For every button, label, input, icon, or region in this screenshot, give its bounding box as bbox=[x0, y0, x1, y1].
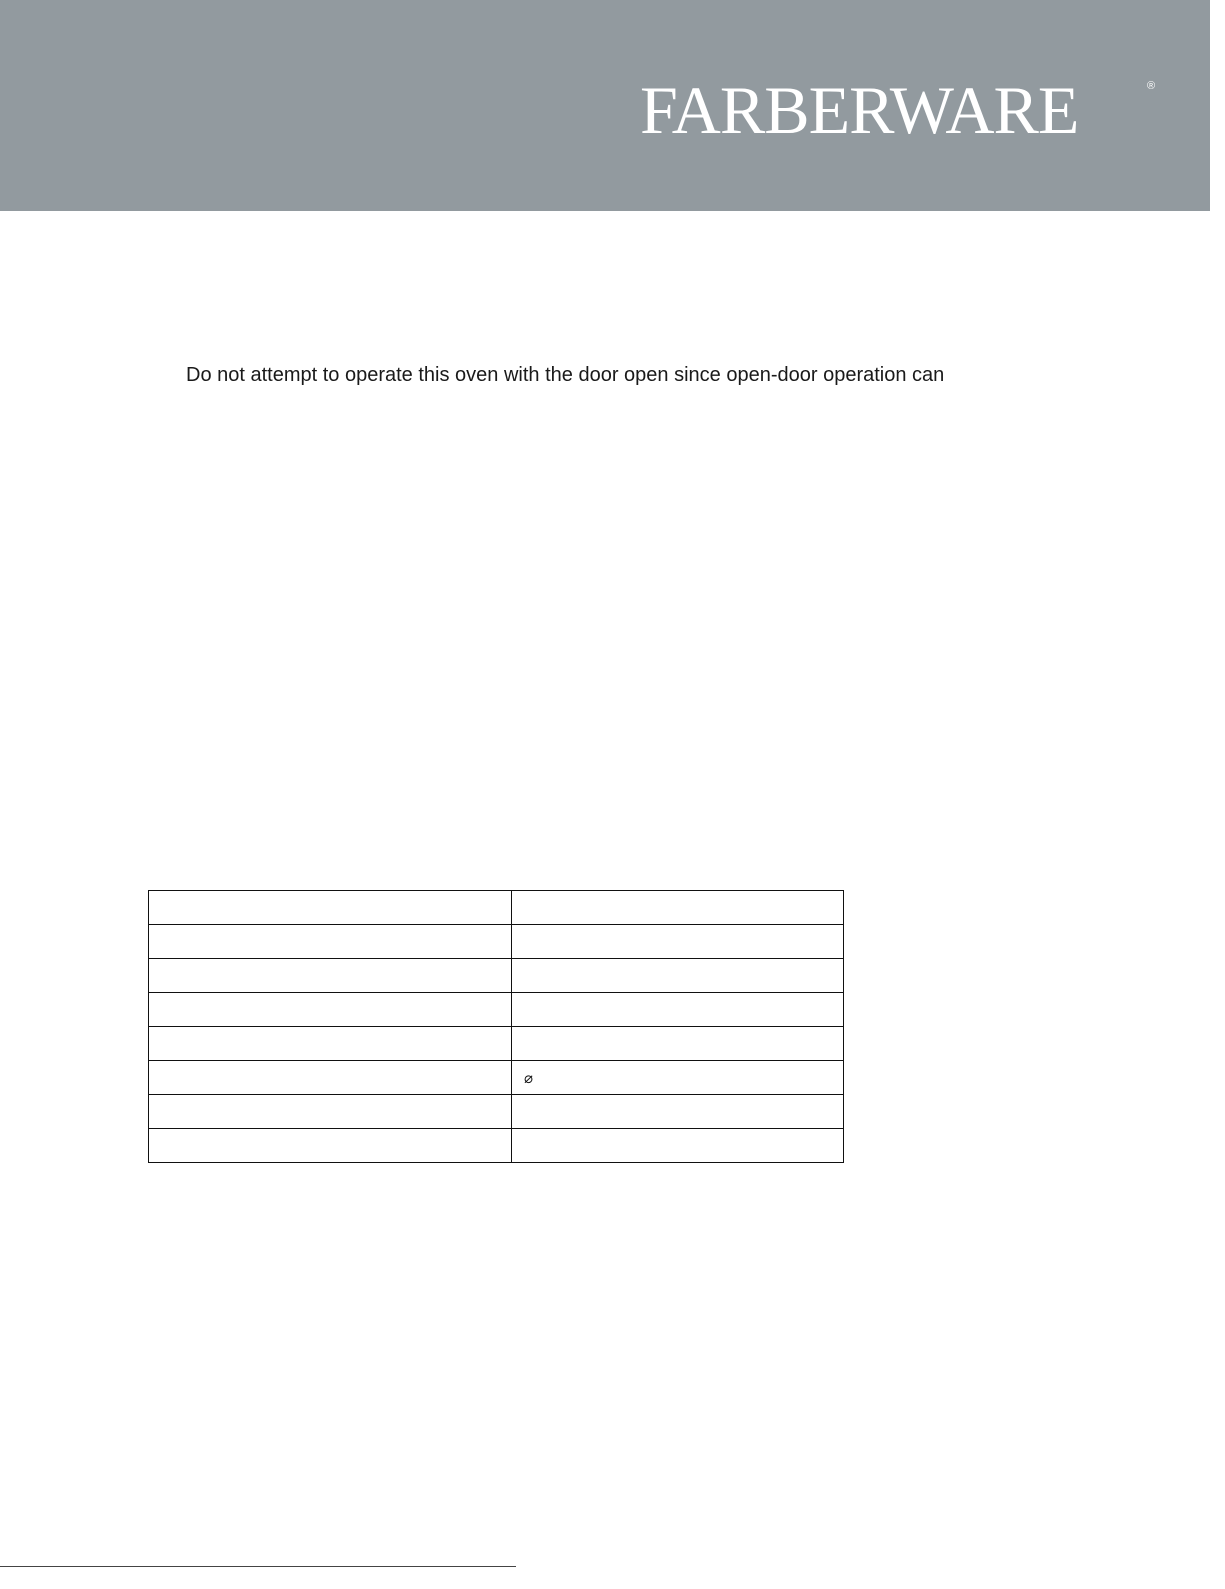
spec-value-cell bbox=[512, 959, 844, 993]
spec-value-cell bbox=[512, 1027, 844, 1061]
brand-logo: FARBERWARE bbox=[640, 72, 1079, 148]
table-row bbox=[149, 1061, 844, 1095]
spec-label-cell bbox=[149, 925, 512, 959]
spec-value-cell bbox=[512, 1129, 844, 1163]
registered-mark: ® bbox=[1147, 80, 1156, 92]
spec-value-cell bbox=[512, 1095, 844, 1129]
table-row bbox=[149, 1095, 844, 1129]
table-row bbox=[149, 1129, 844, 1163]
specifications-table bbox=[148, 890, 844, 1163]
spec-value-cell bbox=[512, 925, 844, 959]
spec-value-cell bbox=[512, 993, 844, 1027]
spec-label-cell bbox=[149, 1061, 512, 1095]
spec-label-cell bbox=[149, 993, 512, 1027]
spec-label-cell bbox=[149, 1129, 512, 1163]
spec-value-cell: ⌀ bbox=[512, 1061, 844, 1095]
table-row bbox=[149, 959, 844, 993]
spec-label-cell bbox=[149, 1095, 512, 1129]
caution-text: Do not attempt to operate this oven with the door open since open-door operation can bbox=[186, 364, 945, 386]
table-row bbox=[149, 993, 844, 1027]
spec-label-cell bbox=[149, 959, 512, 993]
footer-rule bbox=[0, 1566, 516, 1567]
spec-label-cell bbox=[149, 891, 512, 925]
spec-value-cell bbox=[512, 891, 844, 925]
table-row bbox=[149, 925, 844, 959]
table-row bbox=[149, 1027, 844, 1061]
table-row bbox=[149, 891, 844, 925]
spec-label-cell bbox=[149, 1027, 512, 1061]
